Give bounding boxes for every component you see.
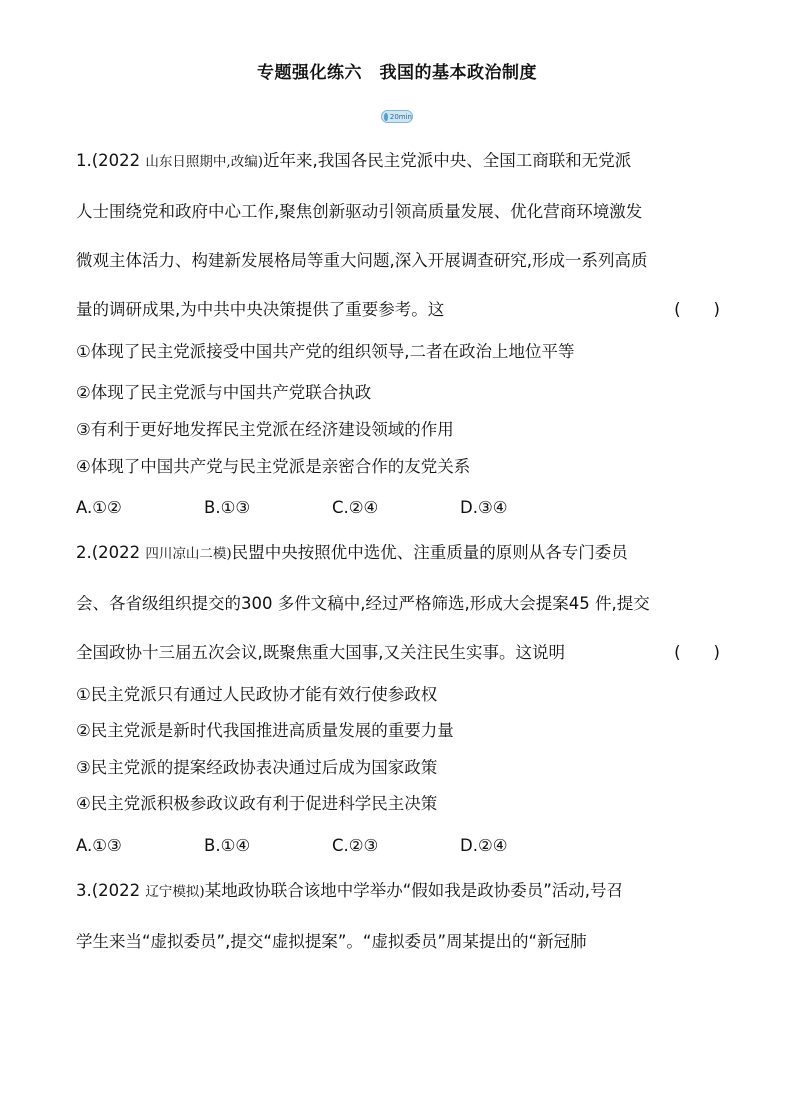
question-2-choices bbox=[76, 835, 588, 857]
clock-icon bbox=[384, 113, 388, 121]
question-2-number: 2.(2022 bbox=[76, 543, 146, 562]
question-2-stem bbox=[76, 528, 720, 677]
choice-c: C.②④ bbox=[332, 498, 379, 517]
question-1-stem bbox=[76, 136, 720, 334]
choice-d: D.②④ bbox=[460, 836, 508, 855]
question-1-number: 1.(2022 bbox=[76, 151, 146, 170]
choice-a: A.①③ bbox=[76, 836, 122, 855]
choice-d: D.③④ bbox=[460, 498, 508, 517]
answer-blank: ( ) bbox=[674, 300, 720, 319]
question-3-source: 辽宁模拟) bbox=[145, 884, 205, 900]
timer-badge bbox=[381, 110, 413, 123]
question-2-option-1: ①民主党派只有通过人民政协才能有效行使参政权 bbox=[76, 685, 438, 704]
question-2-line-2: 会、各省级组织提交的300 多件文稿中,经过严格筛选,形成大会提案45 件,提交 bbox=[76, 594, 650, 613]
question-3-line-1 bbox=[76, 866, 720, 917]
question-2-option-2: ②民主党派是新时代我国推进高质量发展的重要力量 bbox=[76, 721, 454, 740]
timer-label: 20min bbox=[389, 112, 412, 121]
question-2-option-3: ③民主党派的提案经政协表决通过后成为国家政策 bbox=[76, 758, 438, 777]
question-2-text-1: 民盟中央按照优中选优、注重质量的原则从各专门委员 bbox=[231, 543, 628, 562]
question-2-option-4: ④民主党派积极参政议政有利于促进科学民主决策 bbox=[76, 794, 438, 813]
question-1-line-1 bbox=[76, 136, 720, 187]
question-1-text-1: 近年来,我国各民主党派中央、全国工商联和无党派 bbox=[262, 151, 632, 170]
question-1-line-3: 微观主体活力、构建新发展格局等重大问题,深入开展调查研究,形成一系列高质 bbox=[76, 251, 648, 270]
question-1-choices bbox=[76, 497, 588, 519]
question-1-option-2: ②体现了民主党派与中国共产党联合执政 bbox=[76, 383, 372, 402]
question-2-line-1 bbox=[76, 528, 720, 579]
choice-b: B.①④ bbox=[204, 836, 251, 855]
question-1-option-4: ④体现了中国共产党与民主党派是亲密合作的友党关系 bbox=[76, 457, 471, 476]
question-3-number: 3.(2022 bbox=[76, 881, 146, 900]
question-3-line-2: 学生来当“虚拟委员”,提交“虚拟提案”。“虚拟委员”周某提出的“新冠肺 bbox=[76, 932, 587, 951]
question-2-line-3 bbox=[76, 628, 720, 677]
question-1-option-3: ③有利于更好地发挥民主党派在经济建设领域的作用 bbox=[76, 420, 454, 439]
question-2-text-3: 全国政协十三届五次会议,既聚焦重大国事,又关注民生实事。这说明 bbox=[76, 643, 565, 662]
question-1-text-4: 量的调研成果,为中共中央决策提供了重要参考。这 bbox=[76, 300, 445, 319]
choice-b: B.①③ bbox=[204, 498, 251, 517]
choice-a: A.①② bbox=[76, 498, 122, 517]
question-2-source: 四川凉山二模) bbox=[145, 546, 232, 562]
question-1-line-4 bbox=[76, 285, 720, 334]
question-1-option-1: ①体现了民主党派接受中国共产党的组织领导,二者在政治上地位平等 bbox=[76, 342, 575, 361]
question-3-text-1: 某地政协联合该地中学举办“假如我是政协委员”活动,号召 bbox=[204, 881, 624, 900]
question-3-stem bbox=[76, 866, 720, 966]
answer-blank: ( ) bbox=[674, 643, 720, 662]
page-title: 专题强化练六 我国的基本政治制度 bbox=[257, 63, 537, 83]
question-1-line-2: 人士围绕党和政府中心工作,聚焦创新驱动引领高质量发展、优化营商环境激发 bbox=[76, 202, 643, 221]
question-1-source: 山东日照期中,改编) bbox=[145, 154, 263, 170]
choice-c: C.②③ bbox=[332, 836, 379, 855]
